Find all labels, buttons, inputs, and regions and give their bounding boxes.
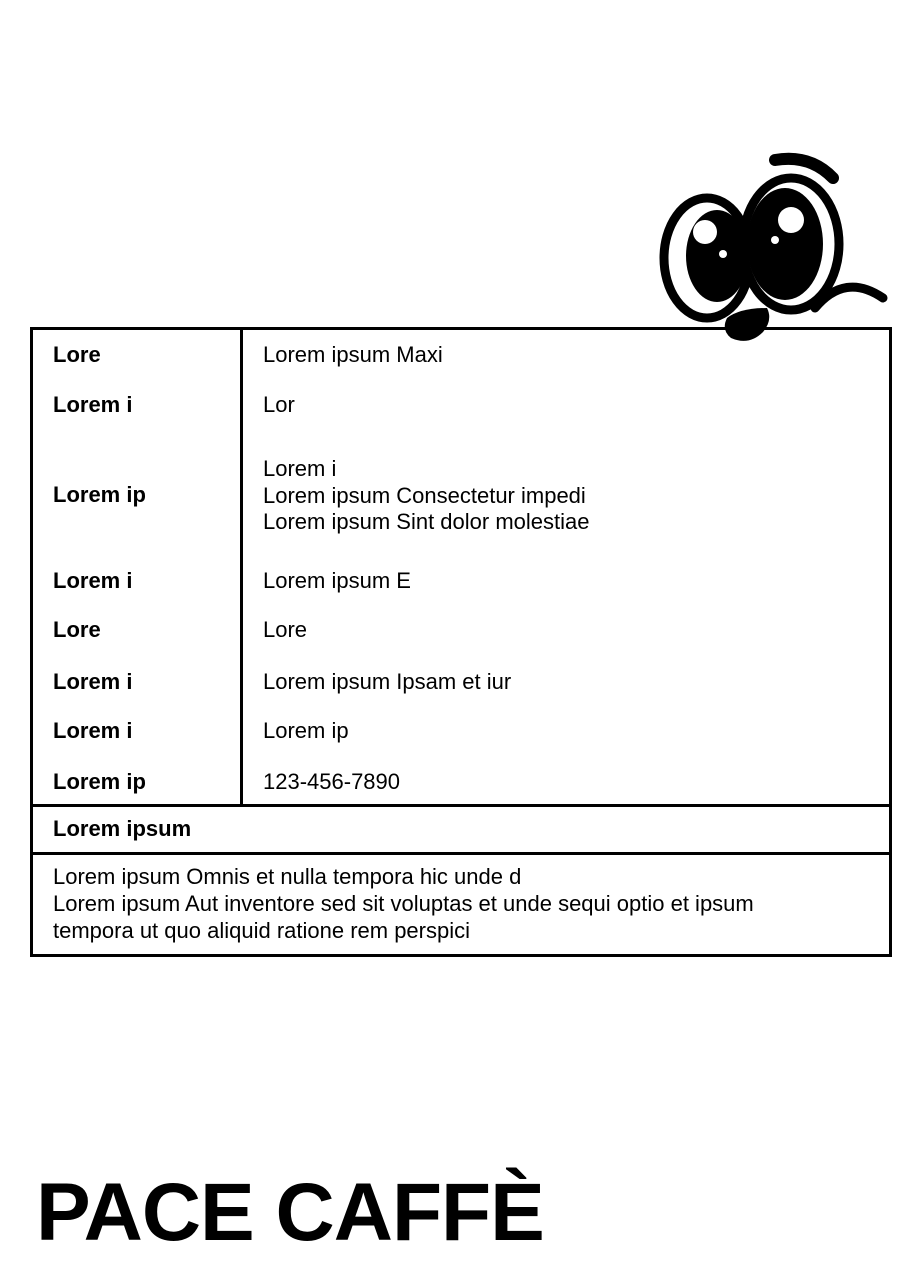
description-line: Lorem ipsum Aut inventore sed sit voluptas et unde sequi optio et ipsum — [53, 891, 754, 916]
row-label: Lore — [53, 617, 101, 642]
cartoon-eyes-face-icon — [655, 148, 895, 348]
description-heading: Lorem ipsum — [33, 807, 889, 855]
row-value: Lorem ipsum Consectetur impedi — [263, 483, 586, 508]
row-value: Lorem ipsum Maxi — [263, 342, 443, 367]
row-label: Lorem ip — [53, 482, 146, 507]
description-body — [33, 855, 889, 954]
row-value: Lorem ip — [263, 718, 349, 743]
row-value: Lorem ipsum E — [263, 568, 411, 593]
info-table — [30, 327, 892, 957]
row-value: Lor — [263, 392, 295, 417]
row-value: Lorem i — [263, 456, 337, 481]
row-label: Lorem i — [53, 669, 133, 694]
row-label: Lore — [53, 342, 101, 367]
row-value: Lorem ipsum Ipsam et iur — [263, 669, 512, 694]
row-value: Lorem ipsum Sint dolor molestiae — [263, 509, 590, 534]
row-label: Lorem ip — [53, 769, 146, 794]
description-line: Lorem ipsum Omnis et nulla tempora hic unde d — [53, 864, 522, 889]
row-label: Lorem i — [53, 568, 133, 593]
column-divider — [240, 327, 243, 804]
details-rows — [33, 330, 889, 807]
description-line: tempora ut quo aliquid ratione rem perspici — [53, 918, 471, 943]
row-value: 123-456-7890 — [263, 769, 401, 794]
row-label: Lorem i — [53, 392, 133, 417]
brand-name: PACE CAFFÈ — [36, 1167, 544, 1258]
row-value: Lore — [263, 617, 308, 642]
row-label: Lorem i — [53, 718, 133, 743]
